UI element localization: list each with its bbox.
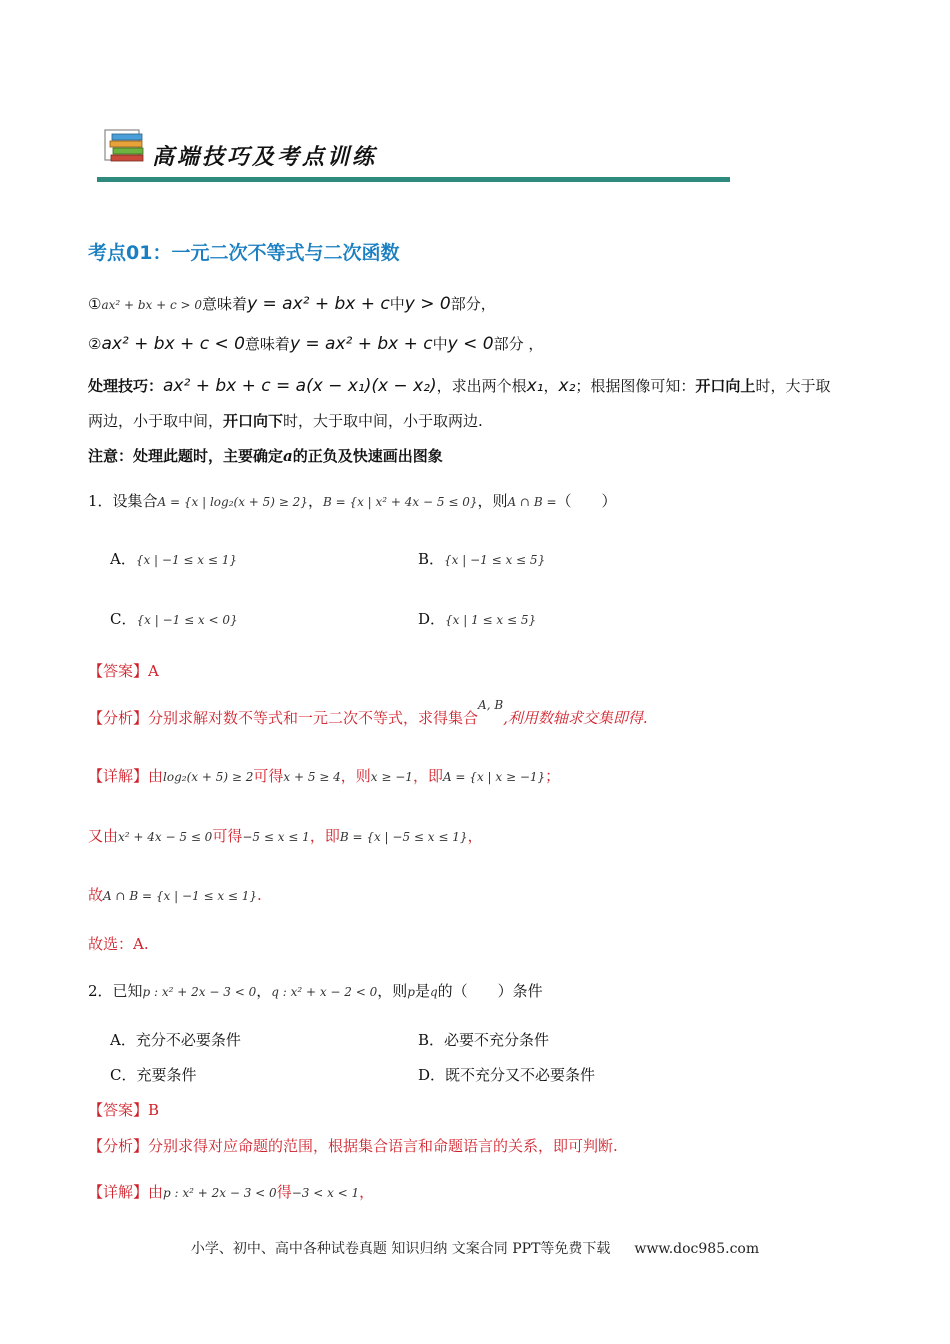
text: 故 [88,886,104,904]
formula: x + 5 ≥ 4 [283,770,341,784]
option-value: {x | 1 ≤ x ≤ 5} [445,613,537,627]
q1-analysis [88,698,648,728]
text: ，则 [340,767,371,785]
intro-line-1 [88,293,496,314]
text: 中 [432,335,448,353]
question-number: 1．设集合 [88,492,158,510]
formula: A ∩ B = {x | −1 ≤ x ≤ 1} [103,889,258,903]
q2-option-c [110,1064,197,1085]
text: 的正负及快速画出图象 [292,447,443,465]
footer-text: 小学、初中、高中各种试卷真题 知识归纳 文案合同 PPT等免费下载 [190,1241,611,1257]
books-icon [102,128,148,166]
q1-detail-1 [88,765,560,786]
section-title: 考点01：一元二次不等式与二次函数 [88,242,400,264]
banner-title: 高端技巧及考点训练 [152,145,378,170]
option-value: {x | −1 ≤ x < 0} [136,613,238,627]
set-b: B = {x | x² + 4x − 5 ≤ 0} [322,495,478,509]
option-label: B． [418,1031,445,1049]
option-value: 必要不充分条件 [444,1031,550,1049]
text: 得 [276,1183,292,1201]
option-label: C． [110,610,137,628]
text: ， [543,377,559,395]
footer-link[interactable]: www.doc985.com [634,1241,760,1257]
text: ，则 [377,982,408,1000]
q1-option-c [110,608,238,629]
option-label: C． [110,1066,137,1084]
inequality: ax² + bx + c < 0 [101,334,245,354]
note-line [88,445,443,466]
formula: x ≥ −1 [370,770,413,784]
q2-answer [88,1099,159,1120]
analysis-label: 【分析】 [88,709,149,727]
set-a: A = {x | log₂(x + 5) ≥ 2} [157,495,308,509]
answer-label: 【答案】 [88,662,149,680]
text: ； [545,767,561,785]
option-label: A． [110,550,136,568]
q2-analysis [88,1135,618,1156]
text: 时，大于取中间，小于取两边. [283,412,483,430]
text: ， [359,1183,375,1201]
answer-value: B [148,1101,160,1119]
text: 又由 [88,827,119,845]
option-label: B． [418,550,445,568]
condition: y < 0 [447,334,494,354]
formula: x² + 4x − 5 ≤ 0 [118,830,213,844]
formula: log₂(x + 5) ≥ 2 [163,770,254,784]
question-1 [88,490,617,511]
q1-option-d [418,608,536,629]
text: ，求出两个根 [436,377,527,395]
q1-detail-3 [88,884,262,905]
variable-q: q [429,985,438,999]
text: 由 [148,767,164,785]
text: 部分， [450,295,496,313]
option-label: D． [418,1066,446,1084]
text: ， [256,982,272,1000]
option-value: 充要条件 [136,1066,197,1084]
question-number: 2．已知 [88,982,143,1000]
formula: −5 ≤ x ≤ 1 [242,830,310,844]
text: ，即 [309,827,340,845]
page-footer [0,1238,950,1258]
text: 可得 [212,827,243,845]
q1-option-b [418,548,545,569]
inequality: ax² + bx + c > 0 [101,298,203,312]
root-x2: x₂ [558,376,576,396]
q1-detail-2 [88,825,483,846]
intro-line-2 [88,333,543,354]
text: 中 [389,295,405,313]
root-x1: x₁ [526,376,544,396]
text: 注意：处理此题时，主要确定 [88,447,284,465]
sets-ab: A, B [478,698,504,712]
proposition-p: p : x² + 2x − 3 < 0 [142,985,257,999]
intersection-expr: A ∩ B = [507,495,557,509]
detail-label: 【详解】 [88,767,149,785]
q2-option-a [110,1029,241,1050]
text: 时，大于取 [755,377,831,395]
option-value: {x | −1 ≤ x ≤ 5} [444,553,546,567]
function: y = ax² + bx + c [289,334,433,354]
factor-formula: ax² + bx + c = a(x − x₁)(x − x₂) [163,376,437,396]
function: y = ax² + bx + c [247,294,390,314]
formula: −3 < x < 1 [291,1186,360,1200]
analysis-label: 【分析】 [88,1137,149,1155]
text: 两边，小于取中间， [88,412,224,430]
question-2 [88,980,543,1001]
text: 意味着 [244,335,290,353]
tip-label: 处理技巧： [88,377,164,395]
answer-blank: （ ） [556,492,617,510]
option-value: 既不充分又不必要条件 [445,1066,596,1084]
variable-a: a [283,447,293,465]
option-value: 充分不必要条件 [135,1031,241,1049]
answer-label: 【答案】 [88,1101,149,1119]
answer-value: A [148,662,159,680]
q2-detail [88,1181,374,1202]
text: ，则 [477,492,508,510]
keyword-up: 开口向上 [695,377,756,395]
option-label: D． [418,610,446,628]
text: 的（ ）条件 [437,982,543,1000]
q1-conclusion: 故选：A. [88,935,149,953]
text: 可得 [253,767,284,785]
detail-label: 【详解】 [88,1183,149,1201]
variable-p: p [407,985,415,999]
text: 是 [414,982,430,1000]
keyword-down: 开口向下 [223,412,284,430]
formula: p : x² + 2x − 3 < 0 [163,1186,277,1200]
tip-line-1 [88,375,830,396]
condition: y > 0 [404,294,451,314]
text: 分别求得对应命题的范围，根据集合语言和命题语言的关系，即可判断. [148,1137,618,1155]
circled-number: ② [88,335,102,353]
text: ,利用数轴求交集即得. [503,709,648,727]
q2-option-b [418,1029,549,1050]
text: 意味着 [202,295,248,313]
text: 由 [148,1183,164,1201]
q1-option-a [110,548,237,569]
text: ， [307,492,323,510]
proposition-q: q : x² + x − 2 < 0 [271,985,378,999]
formula: B = {x | −5 ≤ x ≤ 1} [339,830,468,844]
option-value: {x | −1 ≤ x ≤ 1} [135,553,238,567]
text: ，即 [412,767,443,785]
text: 分别求解对数不等式和一元二次不等式，求得集合 [148,709,479,727]
tip-line-2 [88,410,483,431]
text: 部分 ， [493,335,544,353]
q2-option-d [418,1064,595,1085]
text: ， [467,827,483,845]
text: . [257,886,262,904]
option-label: A． [110,1031,136,1049]
banner-divider [97,177,730,182]
q1-answer [88,660,159,681]
text: ；根据图像可知： [575,377,696,395]
formula: A = {x | x ≥ −1} [442,770,546,784]
circled-number: ① [88,295,102,313]
